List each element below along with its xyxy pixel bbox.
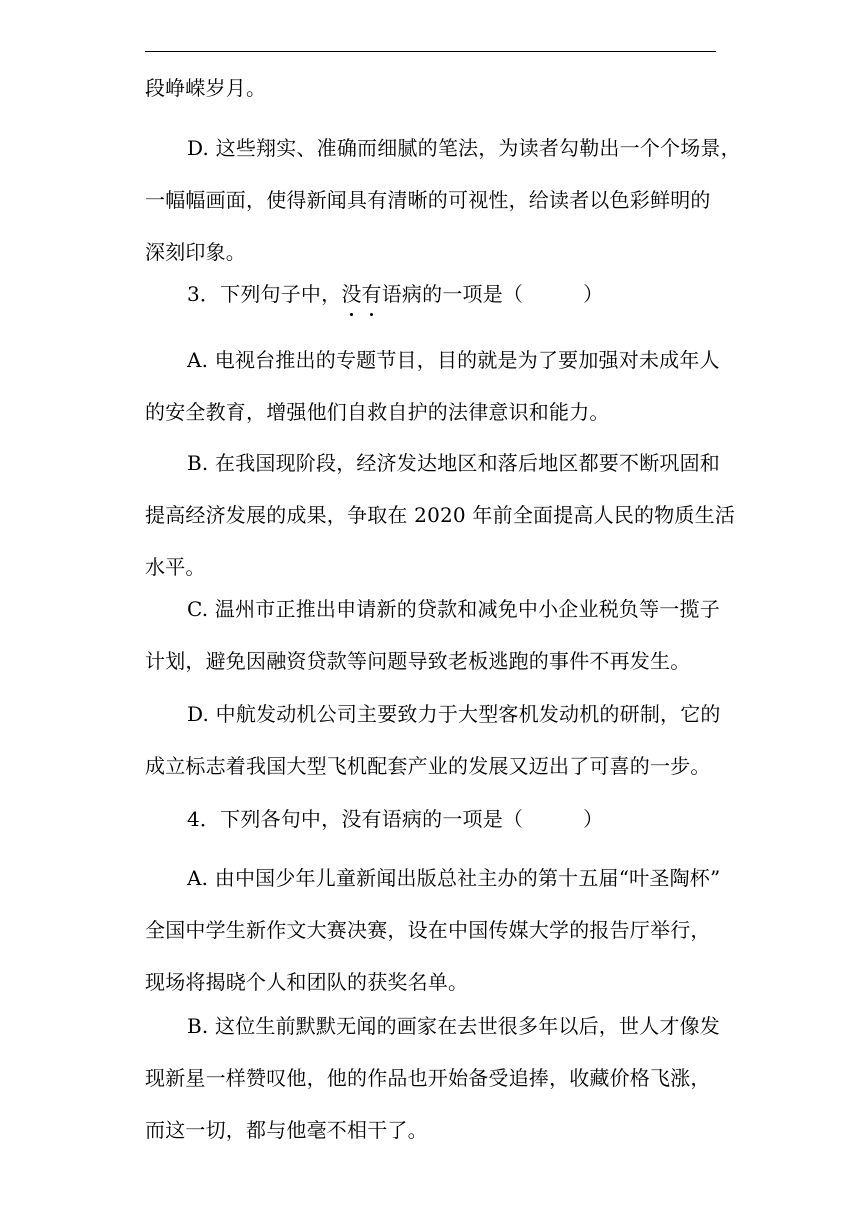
previous-option-continuation	[145, 62, 717, 114]
question-4-option-b	[145, 1000, 721, 1156]
header-rule	[145, 51, 716, 52]
previous-option-d	[145, 122, 741, 278]
emphasis-char: 没	[341, 268, 361, 320]
text-line: C. 温州市正推出申请新的贷款和减免中小企业税负等一揽子	[187, 597, 720, 621]
question-3-option-b	[145, 437, 736, 593]
text-line: 的安全教育，增强他们自救自护的法律意识和能力。	[145, 400, 610, 424]
text-line: 现新星一样赞叹他，他的作品也开始备受追捧，收藏价格飞涨，	[145, 1066, 711, 1090]
emphasis-char: 有	[362, 268, 382, 320]
text-line: 提高经济发展的成果，争取在 2020 年前全面提高人民的物质生活	[145, 503, 736, 527]
text-line: A. 电视台推出的专题节目，目的就是为了要加强对未成年人	[187, 348, 720, 372]
stem-text: 语病的一项是（	[381, 282, 524, 306]
question-3-option-d	[145, 688, 721, 792]
stem-text: 下列各句中，没有语病的一项是（	[220, 807, 524, 831]
text-line: B. 在我国现阶段，经济发达地区和落后地区都要不断巩固和	[187, 451, 721, 475]
question-4-option-a	[145, 852, 721, 1008]
question-3-option-c	[145, 583, 720, 687]
question-stem-line	[145, 793, 717, 845]
text-line: 现场将揭晓个人和团队的获奖名单。	[145, 970, 469, 994]
text-line: A. 由中国少年儿童新闻出版总社主办的第十五届“叶圣陶杯”	[187, 866, 721, 890]
question-number: 4．	[187, 807, 221, 831]
stem-text: 下列句子中，	[220, 282, 342, 306]
question-number: 3．	[187, 282, 221, 306]
text-line: 一幅幅画面，使得新闻具有清晰的可视性，给读者以色彩鲜明的	[145, 188, 711, 212]
stem-close: ）	[583, 807, 604, 831]
question-3-option-a	[145, 334, 720, 438]
question-3-stem	[145, 268, 717, 320]
question-stem-line	[145, 268, 717, 320]
text-line: 水平。	[145, 555, 206, 579]
text-line: 成立标志着我国大型飞机配套产业的发展又迈出了可喜的一步。	[145, 754, 711, 778]
stem-close: ）	[583, 282, 604, 306]
text-line: 全国中学生新作文大赛决赛，设在中国传媒大学的报告厅举行，	[145, 918, 711, 942]
text-line: B. 这位生前默默无闻的画家在去世很多年以后，世人才像发	[187, 1014, 721, 1038]
text-line: D. 中航发动机公司主要致力于大型客机发动机的研制，它的	[187, 702, 721, 726]
text-line: 计划，避免因融资贷款等问题导致老板逃跑的事件不再发生。	[145, 649, 691, 673]
question-4-stem	[145, 793, 717, 845]
text-line: 深刻印象。	[145, 240, 246, 264]
text-line: 而这一切，都与他毫不相干了。	[145, 1118, 428, 1142]
text-line: 段峥嵘岁月。	[145, 76, 267, 100]
text-line: D. 这些翔实、准确而细腻的笔法，为读者勾勒出一个个场景，	[187, 136, 741, 160]
